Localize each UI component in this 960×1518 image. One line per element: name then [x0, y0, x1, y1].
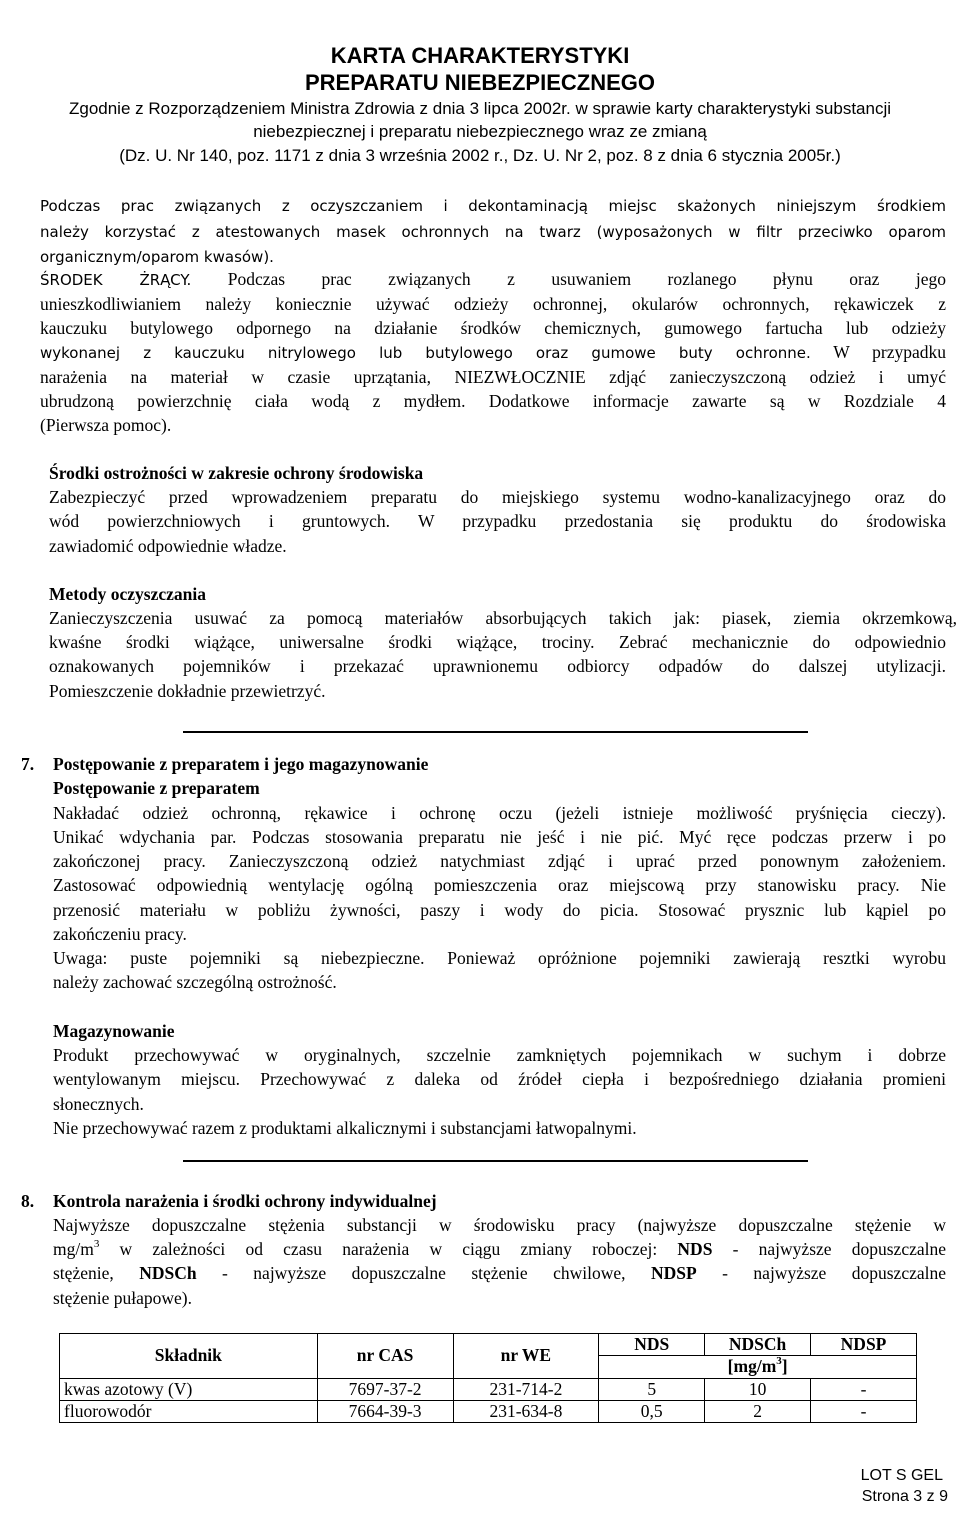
table-row — [60, 1378, 917, 1400]
cell-ndsp: - — [811, 1401, 917, 1423]
header-ndsp: NDSP — [811, 1334, 917, 1356]
header-cas: nr CAS — [317, 1334, 453, 1379]
handling-line: zakończonej pracy. Zanieczyszczoną odzież natychmiast zdjąć i uprać przed ponownym założeniem. — [53, 851, 946, 871]
handling-heading: Postępowanie z preparatem — [53, 778, 260, 798]
storage-line: Produkt przechowywać w oryginalnych, szczelnie zamkniętych pojemnikach w suchym i dobrze — [53, 1045, 946, 1065]
intro-line: należy korzystać z atestowanych masek ochronnych na twarz (wyposażonych w filtr przeciwko oparom — [40, 223, 946, 241]
handling-line: Uwaga: puste pojemniki są niebezpieczne. Ponieważ opróżnione pojemniki zawierają resztki wyrobu — [53, 948, 946, 968]
legal-basis-line-1: Zgodnie z Rozporządzeniem Ministra Zdrowia z dnia 3 lipca 2002r. w sprawie karty charakterystyki substancji — [68, 99, 892, 118]
table-header-row — [60, 1334, 917, 1356]
cell-ndsch: 2 — [705, 1401, 811, 1423]
cell-ndsch: 10 — [705, 1378, 811, 1400]
exposure-line: stężenie, NDSCh - najwyższe dopuszczalne stężenie chwilowe, NDSP - najwyższe dopuszczalne — [53, 1263, 947, 1283]
section-divider — [183, 731, 808, 733]
environment-line: Zabezpieczyć przed wprowadzeniem preparatu do miejskiego systemu wodno-kanalizacyjnego oraz do — [49, 487, 946, 507]
header-unit: $[mg/m^3]$ — [599, 1356, 917, 1378]
handling-line: zakończeniu pracy. — [53, 924, 187, 944]
handling-line: należy zachować szczególną ostrożność. — [53, 972, 337, 992]
cell-nds: 5 — [599, 1378, 705, 1400]
page-number: Strona 3 z 9 — [861, 1488, 948, 1505]
section-8-number: 8. — [21, 1191, 35, 1211]
header-nds: NDS — [599, 1334, 705, 1356]
intro-line: Podczas prac związanych z oczyszczaniem i dekontaminacją miejsc skażonych niniejszym środkiem — [40, 197, 946, 215]
handling-line: Unikać wdychania par. Podczas stosowania preparatu nie jeść i nie pić. Myć ręce podczas przerw i po — [53, 827, 946, 847]
section-7-number: 7. — [21, 754, 35, 774]
section-divider — [183, 1160, 808, 1162]
legal-basis-line-3: (Dz. U. Nr 140, poz. 1171 z dnia 3 września 2002 r., Dz. U. Nr 2, poz. 8 z dnia 6 stycznia 2005r.) — [119, 146, 841, 165]
cell-ndsp: - — [811, 1378, 917, 1400]
cell-component: fluorowodór — [60, 1401, 318, 1423]
environment-line: wód powierzchniowych i gruntowych. W przypadku przedostania się produktu do środowiska — [49, 511, 946, 531]
legal-basis-line-2: niebezpiecznej i preparatu niebezpiecznego wraz ze zmianą — [253, 122, 707, 141]
header-we: nr WE — [453, 1334, 599, 1379]
nds-abbrev: NDS — [677, 1239, 713, 1259]
intro-line: unieszkodliwianiem należy koniecznie używać odzieży ochronnej, okularów ochronnych, rękawiczek z — [40, 294, 946, 314]
cleaning-line: oznakowanych pojemników i przekazać uprawnionemu odbiorcy odpadów do dalszej utylizacji. — [49, 656, 946, 676]
section-8-title: Kontrola narażenia i środki ochrony indywidualnej — [53, 1191, 437, 1211]
ndsp-abbrev: NDSP — [651, 1263, 697, 1283]
document-title: KARTA CHARAKTERYSTYKI — [330, 43, 630, 68]
cell-component: kwas azotowy (V) — [60, 1378, 318, 1400]
cell-we: 231-634-8 — [453, 1401, 599, 1423]
exposure-line: $mg/m^3$ w zależności od czasu narażenia w ciągu zmiany roboczej: NDS - najwyższe dopuszczalne — [53, 1238, 947, 1259]
corrosive-warning-line: ŚRODEK ŻRĄCY. Podczas prac związanych z usuwaniem rozlanego płynu oraz jego — [40, 269, 946, 289]
intro-line: wykonanej z kauczuku nitrylowego lub butylowego oraz gumowe buty ochronne. W przypadku — [40, 342, 946, 362]
table-row — [60, 1401, 917, 1423]
storage-heading: Magazynowanie — [53, 1021, 175, 1041]
ndsch-abbrev: NDSCh — [139, 1263, 197, 1283]
cell-nds: 0,5 — [599, 1401, 705, 1423]
cell-cas: 7697-37-2 — [317, 1378, 453, 1400]
corrosive-label: ŚRODEK ŻRĄCY. — [40, 271, 192, 289]
exposure-line: Najwyższe dopuszczalne stężenia substancji w środowisku pracy (najwyższe dopuszczalne stężenie w — [53, 1215, 946, 1235]
header-ndsch: NDSCh — [705, 1334, 811, 1356]
footer-product-name: LOT S GEL — [860, 1467, 943, 1484]
intro-line: narażenia na materiał w czasie uprzątania, NIEZWŁOCZNIE zdjąć zanieczyszczoną odzież i umyć — [40, 367, 946, 387]
intro-line: organicznym/oparom kwasów). — [40, 248, 274, 266]
cleaning-line: Pomieszczenie dokładnie przewietrzyć. — [49, 681, 326, 701]
exposure-line: stężenie pułapowe). — [53, 1288, 192, 1308]
environment-line: zawiadomić odpowiednie władze. — [49, 536, 287, 556]
handling-line: Zastosować odpowiednią wentylację ogólną pomieszczenia oraz miejscową przy stanowisku pracy. Nie — [53, 875, 946, 895]
storage-line: wentylowanym miejscu. Przechowywać z daleka od źródeł ciepła i bezpośredniego działania promieni — [53, 1069, 946, 1089]
intro-line: (Pierwsza pomoc). — [40, 415, 172, 435]
storage-line: Nie przechowywać razem z produktami alkalicznymi i substancjami łatwopalnymi. — [53, 1118, 637, 1138]
section-7-title: Postępowanie z preparatem i jego magazynowanie — [53, 754, 429, 774]
intro-line: kauczuku butylowego odpornego na działanie środków chemicznych, gumowego fartucha lub odzieży — [40, 318, 946, 338]
intro-line: ubrudzoną powierzchnię ciała wodą z mydłem. Dodatkowe informacje zawarte są w Rozdziale 4 — [40, 391, 946, 411]
cleaning-line: kwaśne środki wiążące, uniwersalne środki wiążące, trociny. Zebrać mechanicznie do odpowiednio — [49, 632, 946, 652]
handling-line: przenosić materiału w pobliżu żywności, paszy i wody do picia. Stosować prysznic lub kąpiel po — [53, 900, 946, 920]
header-component: Składnik — [60, 1334, 318, 1379]
exposure-limits-table — [59, 1333, 917, 1423]
cleaning-heading: Metody oczyszczania — [49, 584, 206, 604]
storage-line: słonecznych. — [53, 1094, 144, 1114]
cleaning-line: Zanieczyszczenia usuwać za pomocą materiałów absorbujących takich jak: piasek, ziemia okrzemkową, — [49, 608, 957, 628]
handling-line: Nakładać odzież ochronną, rękawice i ochronę oczu (jeżeli istnieje możliwość pryśnięcia cieczy). — [53, 803, 946, 823]
document-subtitle: PREPARATU NIEBEZPIECZNEGO — [305, 70, 655, 95]
cell-cas: 7664-39-3 — [317, 1401, 453, 1423]
cell-we: 231-714-2 — [453, 1378, 599, 1400]
environment-heading: Środki ostrożności w zakresie ochrony środowiska — [49, 463, 424, 483]
